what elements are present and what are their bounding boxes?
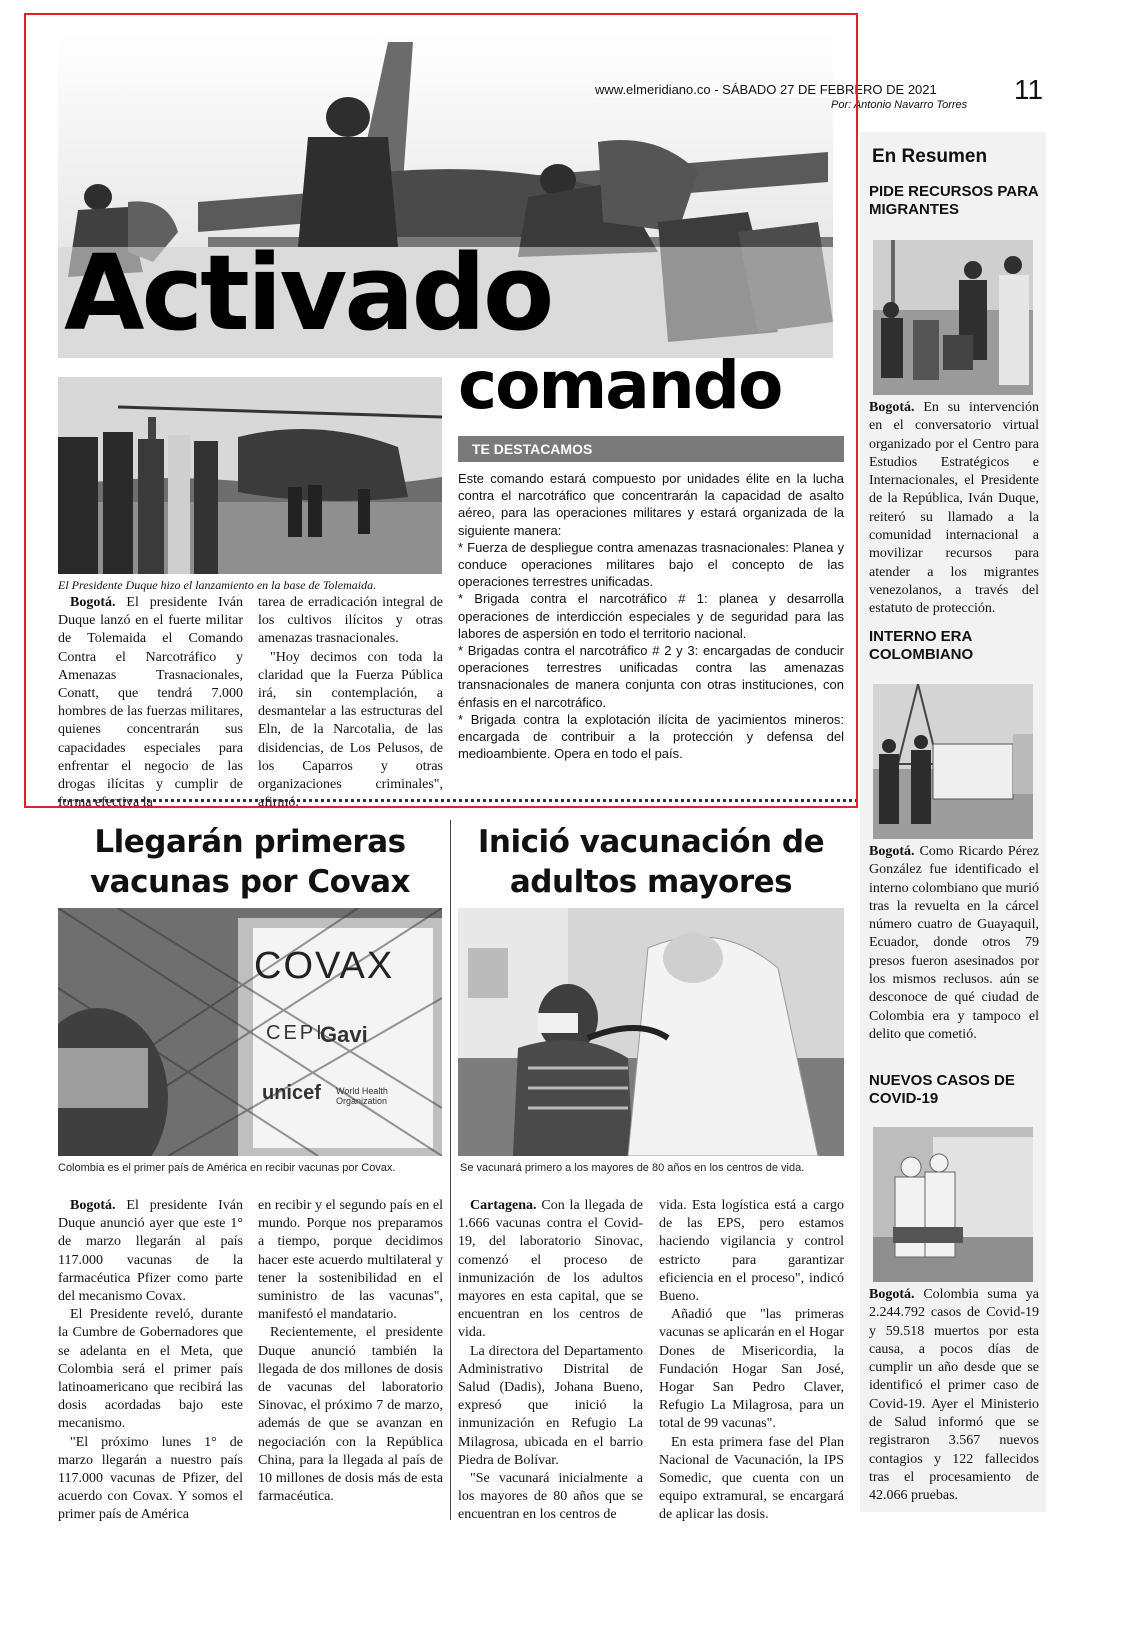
lead-col2-p2: "Hoy decimos con toda la claridad que la Fuerza Pública irá, sin contemplación, a desmantelar a las estructuras del Eln, de la Narcotalia, de las disidencias, de Los Pelusos, de los Caparros y otras organizaciones criminales", afirmó. [258,649,443,811]
vacunacion-headline: Inició vacunación de adultos mayores [477,824,825,900]
site-date: www.elmeridiano.co - SÁBADO 27 DE FEBRERO DE 2021 [595,82,937,97]
highlight-intro: Este comando estará compuesto por unidades élite en la lucha contra el narcotráfico que concentrarán la capacidad de asalto aéreo, para las operaciones militares y estará organizada de la siguiente manera: [458,471,844,538]
sidebar-item-migrantes-text: Bogotá. En su intervención en el conversatorio virtual organizado por el Centro para Estudios Estratégicos e Internacionales, el Presidente de la República, Iván Duque, reiteró su llamado a la comunidad internacional a movilizar recursos para atender a los migrantes venezolanos, a través del estatuto de protección. [869,400,1039,617]
lead-photo-caption: El Presidente Duque hizo el lanzamiento en la base de Tolemaida. [58,578,377,592]
sidebar-item-interno-head: INTERNO ERA COLOMBIANO [869,628,974,663]
covax-headline: Llegarán primeras vacunas por Covax [89,824,411,900]
highlight-item: * Brigada contra la explotación ilícita de yacimientos mineros: encargada de contribuir a la protección y defensa del medioambiente. Opera en todo el país. [458,711,844,762]
covax-logo-gavi: Gavi [320,1022,368,1047]
sidebar-item-covid-head: NUEVOS CASOS DE COVID-19 [869,1072,1015,1107]
sidebar-title: En Resumen [872,146,988,167]
covax-sign: COVAX [254,945,395,987]
covax-logo-cepi: CEPI [266,1022,325,1044]
vacunacion-column-1: Cartagena. Con la llegada de 1.666 vacunas contra el Covid-19, del laboratorio Sinovac, comenzó el proceso de inmunización de los adultos mayores en esta capital, que se encuentran en los centros de vida. La directora del Departamento Administrativo Distrital de Salud (Dadis), Johana Bueno, expresó que inició la inmunización en Refugio La Milagrosa, ubicada en el barrio Piedra de Bolívar. "Se vacunará inicialmente a los mayores de 80 años que se encuentran en los centros de [458,1198,644,1523]
covax-logo-who: World Health Organization [336,1086,388,1106]
highlight-item: * Brigada contra el narcotráfico # 1: planea y desarrolla operaciones de interdicción especiales y de seguridad para las labores de aspersión en todo el territorio nacional. [458,591,844,641]
lead-headline-line1: Activado [64,232,552,354]
highlight-item: * Fuerza de despliegue contra amenazas trasnacionales: Planea y conduce operaciones militares bajo el concepto de las operaciones terrestres unificadas. [458,539,844,590]
sidebar-item-interno-text: Bogotá. Como Ricardo Pérez González fue identificado el interno colombiano que murió tras la revuelta en la cárcel número cuatro de Guayaquil, Ecuador, donde otros 79 presos fueron asesinados por los mismos reclusos. aún se desconoce de qué ciudad de Colombia era y tampoco el delito que cometió. [869,844,1039,1042]
covax-caption: Colombia es el primer país de América en recibir vacunas por Covax. [58,1162,396,1174]
vacunacion-column-2: vida. Esta logística está a cargo de las EPS, pero estamos haciendo vigilancia y control estricto para garantizar eficiencia en el proceso", indicó Bueno. Añadió que "las primeras vacunas se aplicarán en el Hogar Dones de Misericordia, la Fundación Hogar San José, Hogar San Pedro Claver, Refugio La Milagrosa, para un total de 99 vacunas". En esta primera fase del Plan Nacional de Vacunación, la IPS Somedic, que cuenta con un equipo extramural, se encargará de aplicar las dosis. [659,1198,844,1523]
sidebar-photo-covid [873,1127,1033,1282]
highlight-item: * Brigadas contra el narcotráfico # 2 y 3: encargadas de conducir operaciones terrestres unificadas contra las amenazas transnacionales de manera conjunta con otras instituciones, con énfasis en el narcotráfico. [458,643,844,710]
page-number: 11 [1014,74,1044,105]
highlights-label: TE DESTACAMOS [458,436,844,462]
sidebar-item-covid-text: Bogotá. Colombia suma ya 2.244.792 casos de Covid-19 y 59.518 muertos por esta causa, a pocos días de cumplir un año desde que se identificó el primer caso de Covid-19. Ayer el Ministerio de Salud informó que se registraron 3.567 nuevos contagios y 122 fallecidos tras el procesamiento de 42.066 pruebas. [869,1287,1039,1504]
covax-column-2: en recibir y el segundo país en el mundo. Porque nos preparamos a tiempo, porque decidimos hacer este acuerdo multilateral y tener la sostenibilidad en el suministro de las vacunas", manifestó el mandatario. Recientemente, el presidente Duque anunció también la llegada de dos millones de dosis de vacunas del laboratorio Sinovac, el próximo 7 de marzo, además de que se avanzan en negociación con la República China, para la llegada al país de 10 millones de dosis más de esta farmacéutica. [258,1198,443,1505]
covax-logo-unicef: unicef [262,1082,321,1104]
lead-dateline: Bogotá. [70,595,116,610]
lead-headline-line2: comando [458,347,782,424]
sidebar-photo-migrantes [873,240,1033,395]
vacunacion-photo [458,908,844,1156]
sidebar-photo-interno [873,684,1033,839]
lead-highlight-frame [24,13,858,811]
byline: Por: Antonio Navarro Torres [831,99,968,111]
column-divider [450,820,451,1520]
vacunacion-caption: Se vacunará primero a los mayores de 80 años en los centros de vida. [460,1162,805,1174]
lead-col1-text: El presidente Iván Duque lanzó en el fuerte militar de Tolemaida el Comando Contra el Narcotráfico y Amenazas Trasnacionales, Conatt, que tendrá 7.000 hombres de las fuerzas militares, quienes concentrarán sus capacidades especiales para enfrentar el negocio de las drogas ilícitas y cumplir de forma efectiva la [58,595,243,811]
covax-column-1: Bogotá. El presidente Iván Duque anunció ayer que este 1° de marzo llegarán al país 117.000 vacunas de la farmacéutica Pfizer como parte del mecanismo Covax. El Presidente reveló, durante la Cumbre de Gobernadores que se adelanta en el Meta, que Colombia será el primer país latinoamericano que recibirá las dosis acordadas bajo este mecanismo. "El próximo lunes 1° de marzo llegarán a nuestro país 117.000 vacunas de Pfizer, del acuerdo con Covax. Y somos el primer país de América [58,1198,243,1523]
sidebar-item-migrantes-head: PIDE RECURSOS PARA MIGRANTES [869,183,1039,218]
lead-col2-p1: tarea de erradicación integral de los cultivos ilícitos y otras amenazas trasnacionales. [258,595,443,647]
